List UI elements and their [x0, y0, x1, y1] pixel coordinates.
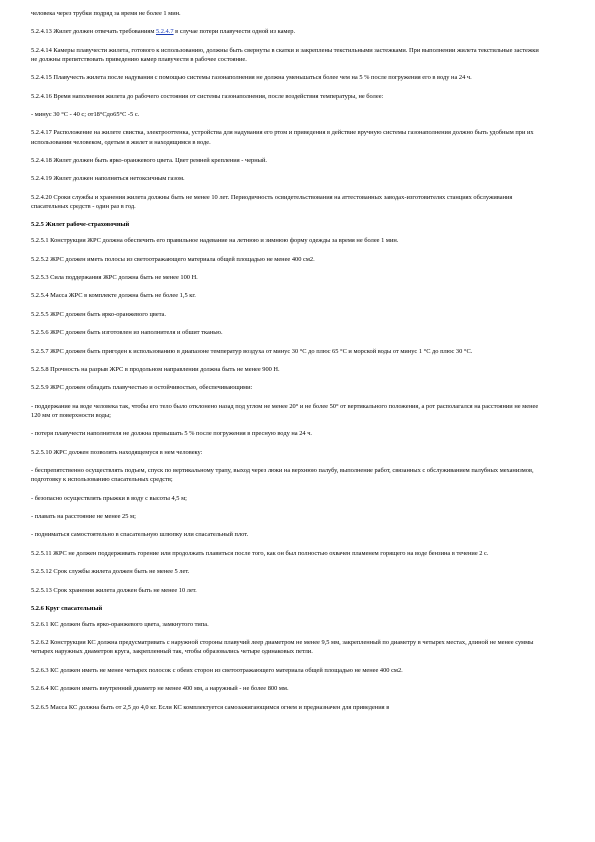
paragraph: 5.2.5.7 ЖРС должен быть пригоден к использованию в диапазоне температур воздуха от минус 30 °С до плюс 65 °С и морской воды от минус 1 °С до плюс 30 °С.	[31, 347, 473, 355]
paragraph-text: в случае потери плавучести одной из камер.	[173, 28, 296, 36]
list-item: - минус 30 °С - 40 с; от18°Сдо65°С -5 с.	[31, 111, 140, 119]
list-item: - потеря плавучести наполнителя не должна превышать 5 % после погружения в пресную воду на 24 ч.	[31, 430, 313, 438]
paragraph: 5.2.5.2 ЖРС должен иметь полосы из светоотражающего материала общей площадью не менее 400 см2.	[31, 255, 315, 263]
paragraph: 5.2.5.11 ЖРС не должен поддерживать горение или продолжать плавиться после того, как он был полностью охвачен пламенем горящего на воде бензина в течение 2 с.	[31, 549, 489, 557]
paragraph-text: 5.2.4.13 Жилет должен отвечать требованиям	[31, 28, 156, 36]
paragraph: 5.2.6.4 КС должен иметь внутренний диаметр не менее 400 мм, а наружный - не более 800 мм.	[31, 685, 289, 693]
paragraph: 5.2.5.9 ЖРС должен обладать плавучестью и остойчивостью, обеспечивающими:	[31, 384, 253, 392]
list-item: - поддержание на воде человека так, чтобы его тело было отклонено назад под углом не менее 20° и не более 50° от вертикального положения, а рот располагался на расстоянии не менее 120 мм от поверхности воды;	[31, 402, 539, 419]
paragraph: 5.2.5.6 ЖРС должен быть изготовлен из наполнителя и обшит тканью.	[31, 329, 223, 337]
paragraph: 5.2.5.13 Срок хранения жилета должен быть не менее 10 лет.	[31, 586, 197, 594]
paragraph: 5.2.5.12 Срок службы жилета должен быть не менее 5 лет.	[31, 568, 190, 576]
paragraph: 5.2.4.20 Сроки службы и хранения жилета должны быть не менее 10 лет. Периодичность освидетельствования на аттестованных заводах-изготовителях станциях обслуживания спасательных средств - один раз в год.	[31, 193, 513, 210]
paragraph: 5.2.4.16 Время наполнения жилета до рабочего состояния от системы газонаполнения, после воздействия температуры, не более:	[31, 92, 384, 100]
paragraph: человека через трубки подряд за время не более 1 мин.	[31, 10, 181, 17]
paragraph: 5.2.6.2 Конструкция КС должна предусматривать с наружной стороны плавучий леер диаметром не менее 9,5 мм, закрепленный по диаметру в четырех местах, длиной не менее суммы четырех наружных диаметров круга, закрепленный так, чтобы образовались четыре одинаковых петли.	[31, 639, 534, 656]
section-heading: 5.2.5 Жилет рабоче-страховочный	[31, 221, 130, 229]
section-heading: 5.2.6 Круг спасательный	[31, 604, 103, 612]
list-item: - безопасно осуществлять прыжки в воду с высоты 4,5 м;	[31, 494, 187, 502]
paragraph: 5.2.5.4 Масса ЖРС в комплекте должна быть не более 1,5 кг.	[31, 292, 196, 300]
list-item: - плавать на расстояние не менее 25 м;	[31, 512, 136, 520]
paragraph: 5.2.6.5 Масса КС должна быть от 2,5 до 4,0 кг. Если КС комплектуется самозажигающимся огнем и предназначен для приведения в	[31, 703, 390, 711]
paragraph: 5.2.5.8 Прочность на разрыв ЖРС в продольном направлении должна быть не менее 900 Н.	[31, 366, 280, 374]
paragraph: 5.2.6.3 КС должен иметь не менее четырех полосок с обеих сторон из светоотражающего материала общей площадью не менее 400 см2.	[31, 666, 403, 674]
paragraph: 5.2.4.15 Плавучесть жилета после надувания с помощью системы газонаполнения не должна уменьшаться более чем на 5 % после погружения его в воду на 24 ч.	[31, 74, 472, 82]
paragraph: 5.2.4.14 Камеры плавучести жилета, готового к использованию, должны быть свернуты в скатки и закреплены текстильными застежками. При выполнении жилета текстильные застежки не должны препятствовать приведению камер плавучести в рабочее состояние.	[31, 46, 539, 63]
paragraph: 5.2.5.10 ЖРС должен позволять находящемуся в нем человеку:	[31, 448, 203, 456]
paragraph: 5.2.4.19 Жилет должен наполняться нетоксичным газом.	[31, 175, 185, 183]
list-item: - беспрепятственно осуществлять подъем, спуск по вертикальному трапу, выход через люки на верхнюю палубу, выполнение работ, связанных с обслуживанием палубных механизмов, подготовку к использованию спасательных средств;	[31, 467, 534, 484]
paragraph: 5.2.5.1 Конструкция ЖРС должна обеспечить его правильное надевание на летнюю и зимнюю форму одежды за время не более 1 мин.	[31, 237, 399, 245]
paragraph: 5.2.5.5 ЖРС должен быть ярко-оранжевого цвета.	[31, 310, 166, 318]
list-item: - подниматься самостоятельно в спасательную шлюпку или спасательный плот.	[31, 531, 249, 539]
paragraph: 5.2.4.18 Жилет должен быть ярко-оранжевого цвета. Цвет ремней крепления - черный.	[31, 156, 267, 164]
clause-link[interactable]: 5.2.4.7	[155, 28, 174, 36]
paragraph: 5.2.5.3 Сила поддержания ЖРС должна быть не менее 100 Н.	[31, 274, 198, 282]
paragraph	[31, 27, 545, 36]
paragraph: 5.2.4.17 Расположение на жилете свистка, электрооттенка, устройства для надувания его ртом и приведения в действие вручную системы газонаполнения должно быть удобным при их использовании человеком, одетым в жилет и находящимся в воде.	[31, 129, 534, 146]
paragraph: 5.2.6.1 КС должен быть ярко-оранжевого цвета, замкнутого типа.	[31, 620, 209, 628]
